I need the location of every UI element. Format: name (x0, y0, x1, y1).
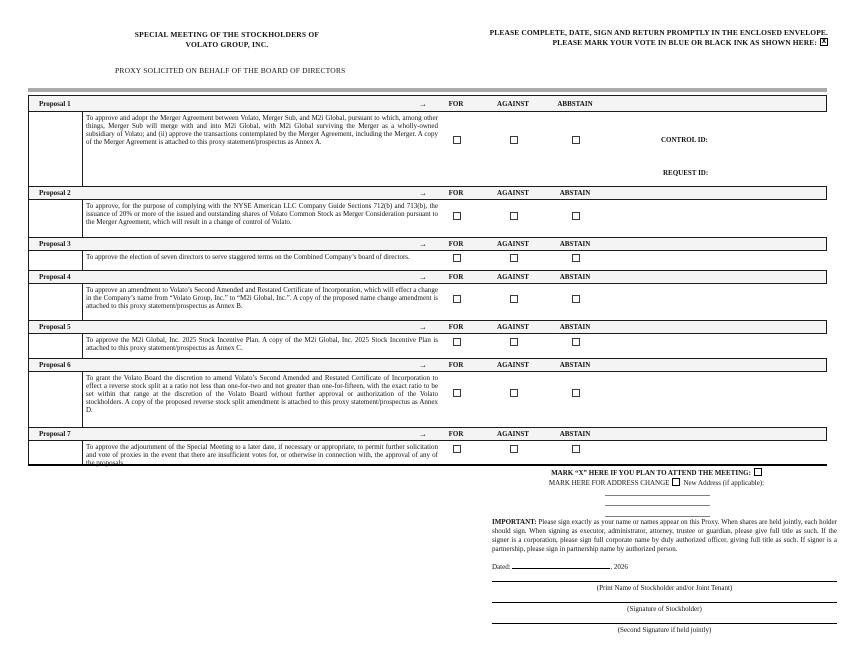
column-header-abstain: ABSTAIN (559, 323, 591, 331)
column-header-against: AGAINST (497, 240, 529, 248)
column-divider (82, 251, 83, 270)
proposal-3-text: To approve the election of seven directors to serve staggered terms on the Combined Company’s board of directors. (86, 253, 410, 261)
arrow-icon: → (419, 429, 427, 439)
column-header-abstain: ABSTAIN (559, 240, 591, 248)
proposal-1-checkbox-against[interactable] (510, 136, 518, 144)
proposal-7-checkbox-abstain[interactable] (572, 445, 580, 453)
instructions-line2: PLEASE MARK YOUR VOTE IN BLUE OR BLACK INK AS SHOWN HERE:X (448, 38, 828, 48)
proxy-solicited-line: PROXY SOLICITED ON BEHALF OF THE BOARD OF DIRECTORS (115, 66, 346, 75)
print-name-line[interactable] (492, 581, 837, 582)
proposal-7 (28, 427, 827, 467)
proposal-5-label: Proposal 5 (39, 323, 71, 331)
proposal-4-header (28, 270, 827, 284)
proposal-4 (28, 270, 827, 320)
proposal-3-checkbox-abstain[interactable] (572, 254, 580, 262)
new-address-line-1[interactable] (605, 485, 710, 496)
column-divider (82, 112, 83, 186)
proposal-3 (28, 237, 827, 270)
arrow-icon: → (419, 322, 427, 332)
proposal-1-header (28, 95, 827, 112)
proposal-6 (28, 358, 827, 427)
new-address-line-2[interactable] (605, 496, 710, 507)
proposal-5-checkbox-for[interactable] (453, 338, 461, 346)
important-label: IMPORTANT: (492, 518, 537, 526)
dated-line: Dated: , 2026 (492, 563, 628, 571)
proposal-5-body (28, 334, 827, 358)
column-header-for: FOR (448, 361, 464, 369)
proposal-2-header (28, 186, 827, 200)
proposal-1-checkbox-abstain[interactable] (572, 136, 580, 144)
proposal-5-checkbox-against[interactable] (510, 338, 518, 346)
column-divider (82, 441, 83, 464)
column-header-for: FOR (448, 240, 464, 248)
proposal-4-checkbox-against[interactable] (510, 295, 518, 303)
control-id-label: CONTROL ID: (661, 136, 708, 144)
column-header-against: AGAINST (497, 361, 529, 369)
arrow-icon: → (419, 99, 427, 108)
proposal-2-label: Proposal 2 (39, 189, 71, 197)
signature-line[interactable] (492, 602, 837, 603)
column-header-against: AGAINST (497, 323, 529, 331)
second-signature-label: (Second Signature if held jointly) (617, 626, 712, 634)
arrow-icon: → (419, 272, 427, 282)
column-header-abstain: ABSTAIN (559, 430, 591, 438)
column-header-abstain: ABSTAIN (559, 189, 591, 197)
column-header-for: FOR (448, 273, 464, 281)
proposal-6-checkbox-for[interactable] (453, 389, 461, 397)
proposal-5-checkbox-abstain[interactable] (572, 338, 580, 346)
proposal-1-body (28, 112, 827, 186)
proposals-table (28, 88, 827, 466)
meeting-title-line2: VOLATO GROUP, INC. (185, 40, 269, 49)
column-header-against: AGAINST (497, 273, 529, 281)
proposal-4-checkbox-for[interactable] (453, 295, 461, 303)
column-header-against: AGAINST (497, 430, 529, 438)
column-header-abstain: ABSTAIN (559, 273, 591, 281)
proposal-1-label: Proposal 1 (39, 99, 71, 108)
proposal-4-body (28, 284, 827, 320)
proposal-3-header (28, 237, 827, 251)
proposal-4-label: Proposal 4 (39, 273, 71, 281)
column-header-for: FOR (448, 189, 464, 197)
proposal-2-text: To approve, for the purpose of complying with the NYSE American LLC Company Guide Sections 712(b) and 713(b), the issuance of 20% or more of the issued and outstanding shares of Volato Common Stock as Merger Consideration pursuant to the Merger Agreement, which will result in a change of control of Volato. (86, 202, 438, 226)
proposal-6-checkbox-abstain[interactable] (572, 389, 580, 397)
proposal-2-checkbox-abstain[interactable] (572, 212, 580, 220)
proposal-3-checkbox-for[interactable] (453, 254, 461, 262)
attend-checkbox[interactable] (754, 468, 762, 476)
meeting-title-line1: SPECIAL MEETING OF THE STOCKHOLDERS OF (134, 30, 320, 39)
table-top-strip (28, 88, 827, 92)
proposal-6-body (28, 372, 827, 427)
proposal-7-checkbox-against[interactable] (510, 445, 518, 453)
meeting-title (60, 30, 394, 50)
important-notice: IMPORTANT: Please sign exactly as your name or names appear on this Proxy. When shares are held jointly, each holder should sign. When signing as executor, administrator, attorney, trustee or guardian, please give full title as such. If the signer is a corporation, please sign full corporate name by duly authorized officer, giving full title as such. If signer is a partnership, please sign in partnership name by authorized person. (492, 518, 837, 553)
proposal-5-header (28, 320, 827, 334)
proposal-3-body (28, 251, 827, 270)
proposal-6-text: To grant the Volato Board the discretion to amend Volato’s Second Amended and Restated Certificate of Incorporation to effect a reverse stock split at a ratio not less than one-for-two and not greater than one-for-fifteen, with the exact ratio to be set within that range at the discretion of the Volato Board without further approval or authorization of the Volato stockholders. A copy of the proposed reverse stock split amendment is attached to this proxy statement/prospectus as Annex D. (86, 374, 438, 414)
column-header-for: FOR (448, 323, 464, 331)
address-change-line: MARK HERE FOR ADDRESS CHANGE New Address (if applicable): (548, 479, 765, 487)
column-divider (82, 372, 83, 427)
proposal-6-label: Proposal 6 (39, 361, 71, 369)
second-signature-line[interactable] (492, 623, 837, 624)
signature-section (492, 468, 837, 659)
column-header-abstain: ABBSTAIN (557, 99, 593, 108)
column-header-against: AGAINST (497, 99, 529, 108)
proposal-7-checkbox-for[interactable] (453, 445, 461, 453)
signature-label: (Signature of Stockholder) (627, 605, 702, 613)
column-divider (82, 334, 83, 358)
column-divider (82, 200, 83, 237)
column-divider (82, 284, 83, 320)
proposal-2-body (28, 200, 827, 237)
proposal-4-text: To approve an amendment to Volato’s Second Amended and Restated Certificate of Incorporation, which will effect a change in the Company’s name from “Volato Group, Inc.” to “M2i Global, Inc.”. A copy of the proposed name change amendment is attached to this proxy statement/prospectus as Annex B. (86, 286, 438, 310)
proposal-3-checkbox-against[interactable] (510, 254, 518, 262)
column-header-against: AGAINST (497, 189, 529, 197)
proposal-7-header (28, 427, 827, 441)
proposal-4-checkbox-abstain[interactable] (572, 295, 580, 303)
proposal-6-checkbox-against[interactable] (510, 389, 518, 397)
arrow-icon: → (419, 188, 427, 198)
proposal-7-label: Proposal 7 (39, 430, 71, 438)
proposal-7-text: To approve the adjournment of the Special Meeting to a later date, if necessary or appropriate, to permit further solicitation and vote of proxies in the event that there are insufficient votes for, or otherwise in connection with, the approval of any of the proposals. (86, 443, 438, 467)
return-instructions (448, 28, 828, 48)
column-header-for: FOR (448, 99, 464, 108)
new-address-line-3[interactable] (605, 506, 710, 517)
proposal-7-body (28, 441, 827, 467)
proposal-5-text: To approve the M2i Global, Inc. 2025 Stock Incentive Plan. A copy of the M2i Global, Inc. 2025 Stock Incentive Plan is attached to this proxy statement/prospectus as Annex C. (86, 336, 438, 352)
proposal-3-label: Proposal 3 (39, 240, 71, 248)
arrow-icon: → (419, 239, 427, 249)
request-id-label: REQUEST ID: (663, 169, 709, 177)
instructions-line1: PLEASE COMPLETE, DATE, SIGN AND RETURN PROMPTLY IN THE ENCLOSED ENVELOPE. (489, 28, 828, 37)
proposal-2-checkbox-for[interactable] (453, 212, 461, 220)
proposal-1-checkbox-for[interactable] (453, 136, 461, 144)
proposal-2-checkbox-against[interactable] (510, 212, 518, 220)
arrow-icon: → (419, 360, 427, 370)
attend-meeting-line: MARK “X” HERE IF YOU PLAN TO ATTEND THE MEETING: (492, 468, 837, 477)
print-name-label: (Print Name of Stockholder and/or Joint Tenant) (596, 584, 733, 592)
column-header-abstain: ABSTAIN (559, 361, 591, 369)
column-header-for: FOR (448, 430, 464, 438)
new-address-fields (605, 485, 710, 517)
date-field[interactable] (512, 561, 610, 569)
sample-x-mark-icon (820, 38, 828, 46)
proposal-1-text: To approve and adopt the Merger Agreement between Volato, Merger Sub, and M2i Global, pursuant to which, among other things, Merger Sub will merge with and into M2i Global, with M2i Global surviving the Merger as a wholly-owned subsidiary of Volato; and (ii) approve the transactions contemplated by the Merger Agreement, including the Merger. A copy of the Merger Agreement is attached to this proxy statement/prospectus as Annex A. (86, 114, 438, 146)
proposal-6-header (28, 358, 827, 372)
proposal-1 (28, 95, 827, 186)
proposal-5 (28, 320, 827, 358)
proposal-2 (28, 186, 827, 237)
